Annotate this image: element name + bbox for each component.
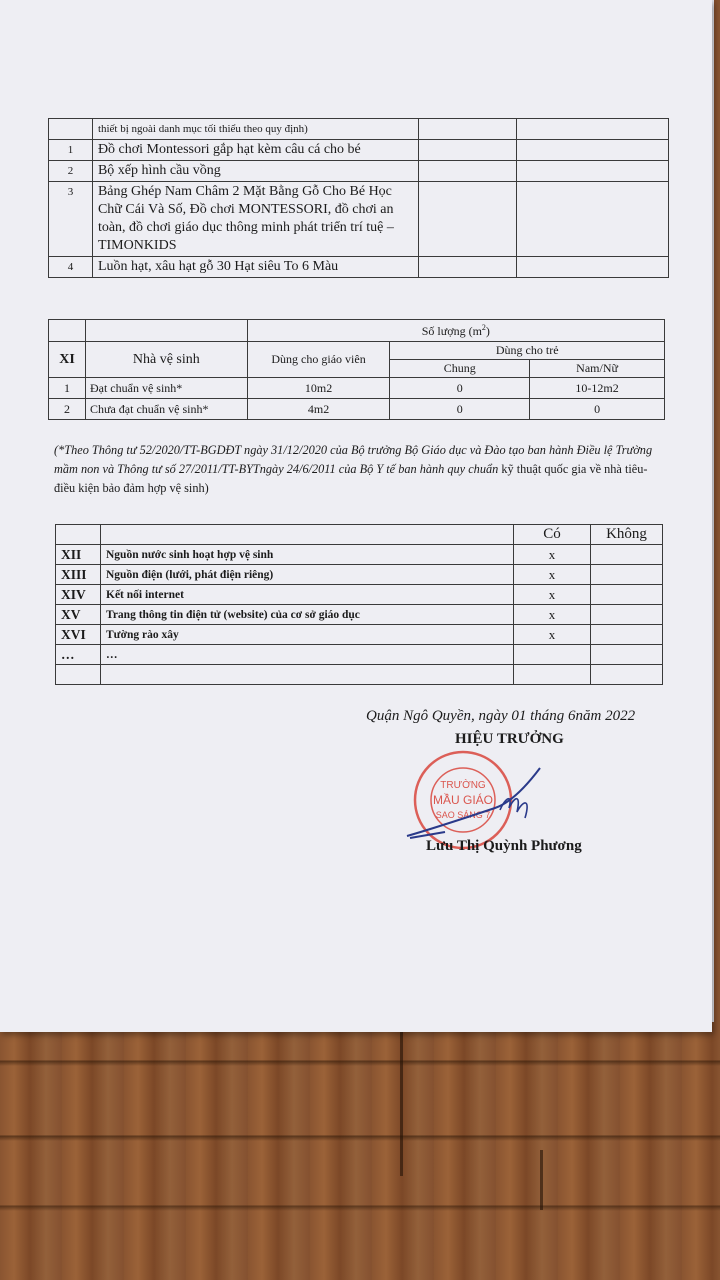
table-row — [49, 161, 669, 182]
header-cell: thiết bị ngoài danh mục tối thiểu theo quy định) — [92, 119, 419, 140]
table-row — [56, 665, 663, 685]
table-row: XV Trang thông tin điện tử (website) của cơ sở giáo dục x — [56, 605, 663, 625]
signer-title: HIỆU TRƯỞNG — [455, 731, 564, 747]
child-column-header: Dùng cho trẻ — [390, 342, 665, 360]
shared-column-header: Chung — [390, 360, 530, 378]
section-title: Nhà vệ sinh — [85, 342, 247, 378]
item-name: Luồn hạt, xâu hạt gỗ 30 Hạt siêu To 6 Màu — [92, 257, 419, 278]
item-name: Bảng Ghép Nam Châm 2 Mặt Bằng Gỗ Cho Bé Học Chữ Cái Và Số, Đồ chơi MONTESSORI, đồ chơi an toàn, đồ chơi giáo dục thông minh phát triển trí tuệ – TIMONKIDS — [92, 182, 419, 257]
no-column-header: Không — [591, 525, 663, 545]
stamp-text-2: MẦU GIÁO — [432, 793, 494, 807]
table-row: XVI Tường rào xây x — [56, 625, 663, 645]
section-number: XI — [49, 342, 86, 378]
table-row — [49, 182, 669, 257]
place-date: Quận Ngô Quyền, ngày 01 tháng 6năm 2022 — [366, 708, 636, 724]
table-row: 2 Chưa đạt chuẩn vệ sinh* 4m2 0 0 — [49, 399, 665, 420]
stamp-text-1: TRƯỜNG — [440, 780, 486, 791]
row-number: 4 — [49, 257, 93, 278]
gender-column-header: Nam/Nữ — [530, 360, 665, 378]
teacher-column-header: Dùng cho giáo viên — [247, 342, 390, 378]
stamp-text-3: SAO SÁNG 7 — [435, 810, 491, 820]
table-row — [49, 140, 669, 161]
table-row: 1 Đạt chuẩn vệ sinh* 10m2 0 10-12m2 — [49, 378, 665, 399]
table-row: XIV Kết nối internet x — [56, 585, 663, 605]
yes-column-header: Có — [514, 525, 591, 545]
table-row: … … — [56, 645, 663, 665]
table-row — [49, 119, 669, 140]
facilities-table — [55, 524, 663, 685]
item-name: Bộ xếp hình cầu vồng — [92, 161, 419, 182]
row-number: 3 — [49, 182, 93, 257]
table-row — [49, 257, 669, 278]
wood-seam — [540, 1150, 543, 1210]
quantity-header: Số lượng $(m^2)$ — [247, 320, 664, 342]
table-row: XIII Nguồn điện (lưới, phát điện riêng) x — [56, 565, 663, 585]
wood-seam — [400, 1026, 403, 1176]
equipment-table — [48, 118, 669, 278]
row-number: 1 — [49, 140, 93, 161]
signature-stroke — [500, 799, 527, 818]
footnote: (*Theo Thông tư 52/2020/TT-BGDĐT ngày 31/12/2020 của Bộ trưởng Bộ Giáo dục và Đào tạo ban hành Điều lệ Trường mầm non và Thông tư số 27/2011/TT-BYTngày 24/6/2011 của Bộ Y tế ban hành quy chuẩn kỹ thuật quốc gia về nhà tiêu- điều kiện bảo đảm hợp vệ sinh) — [54, 443, 653, 495]
row-number: 2 — [49, 161, 93, 182]
item-name: Đồ chơi Montessori gắp hạt kèm câu cá cho bé — [92, 140, 419, 161]
signer-name: Lưu Thị Quỳnh Phương — [426, 838, 582, 854]
toilet-table — [48, 319, 665, 420]
table-row: XII Nguồn nước sinh hoạt hợp vệ sinh x — [56, 545, 663, 565]
